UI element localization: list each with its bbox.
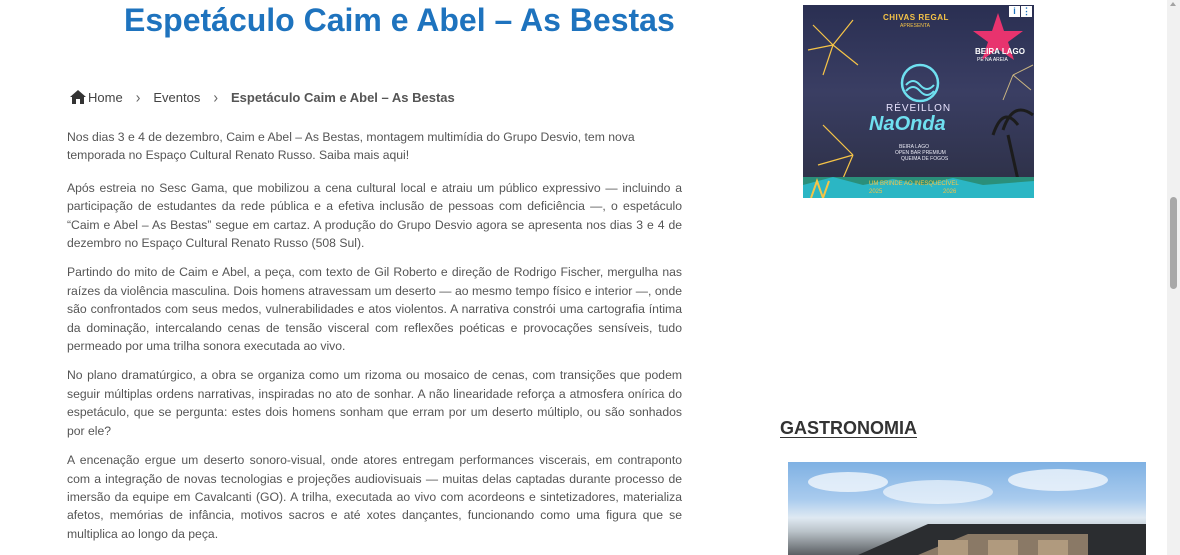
article-body [67,128,682,554]
article-paragraph: A encenação ergue um deserto sonoro-visual, onde atores entregam performances viscerais, em contraponto com a integração de novas tecnologias e projeções audiovisuais — muitas delas captadas durante processo de imersão da equipe em Cavalcanti (GO). A trilha, executada ao vivo com acordeons e sintetizadores, materializa afetos, memórias de infância, motivos sacros e até xotes dançantes, funcionando como uma figura que se multiplica ao longo da peça. [67,453,682,541]
breadcrumb [70,88,455,106]
chevron-right-icon: › [135,88,141,106]
breadcrumb-home-link[interactable] [70,90,123,105]
scroll-up-icon[interactable] [1170,2,1176,6]
breadcrumb-current: Espetáculo Caim e Abel – As Bestas [231,89,455,105]
sidebar-section-title[interactable]: GASTRONOMIA [780,418,917,438]
advertisement-banner[interactable] [803,5,1034,198]
menu-icon[interactable]: ⋮ [1022,6,1031,16]
ad-detail: QUEIMA DE FOGOS [901,156,949,162]
article-paragraph: Partindo do mito de Caim e Abel, a peça, com texto de Gil Roberto e direção de Rodrigo Fischer, mergulha nas raízes da violência masculina. Dois homens atravessam um deserto — ao mesmo tempo físico e interior —, onde são confrontados com seus medos, vulnerabilidades e atos violentos. A narrativa constrói uma cartografia íntima da dominação, intercalando cenas de tensão visceral com reflexões poéticas e provocações sensíveis, tudo permeado por uma trilha sonora executada ao vivo. [67,265,682,354]
ad-year-to: 2026 [943,189,957,195]
ad-brand: CHIVAS REGAL [883,13,949,22]
breadcrumb-eventos-link[interactable]: Eventos [153,89,201,105]
info-icon[interactable]: i [1009,6,1020,17]
chevron-right-icon: › [213,88,219,106]
article-paragraph: No plano dramatúrgico, a obra se organiza como um rizoma ou mosaico de cenas, com transições que podem seguir múltiplas ordens narrativas, inspiradas no ato de sonhar. A não linearidade reforça a atmosfera onírica do espetáculo, que se pergunta: estes dois homens sonham que erram por um deserto múltiplo, ou são sonhados por ele? [67,368,682,438]
scrollbar[interactable] [1167,0,1180,555]
scrollbar-thumb[interactable] [1170,197,1177,289]
building-graphic [788,462,1146,555]
ad-detail: OPEN BAR PREMIUM [895,150,946,156]
page-title: Espetáculo Caim e Abel – As Bestas [124,2,675,38]
home-icon [70,90,86,104]
ad-year-from: 2025 [869,189,883,195]
ad-event-name: NaOnda [869,113,946,135]
ad-tagline: UM BRINDE AO INESQUECÍVEL [869,181,959,187]
article-paragraph: Após estreia no Sesc Gama, que mobilizou a cena cultural local e atraiu um público expressivo — incluindo a participação de estudantes da rede pública e a efetiva inclusão de pessoas com deficiência —, o espetáculo “Caim e Abel – As Bestas” segue em cartaz. A produção do Grupo Desvio agora se apresenta nos dias 3 e 4 de dezembro no Espaço Cultural Renato Russo (508 Sul). [67,180,682,251]
breadcrumb-home-label: Home [88,89,123,105]
ad-venue: BEIRA LAGO [975,47,1025,56]
ad-venue-sub: PÉ NA AREIA [977,57,1008,63]
ad-detail: BEIRA LAGO [899,144,930,150]
ad-presents: APRESENTA [900,23,930,29]
fireworks-graphic [803,5,1034,198]
gastronomia-image[interactable] [788,462,1146,555]
article-lead: Nos dias 3 e 4 de dezembro, Caim e Abel – As Bestas, montagem multimídia do Grupo Desvio, tem nova temporada no Espaço Cultural Renato Russo. Saiba mais aqui! [67,130,635,163]
ad-choices[interactable] [1009,6,1032,17]
ad-event-title: RÉVEILLON [886,103,952,114]
